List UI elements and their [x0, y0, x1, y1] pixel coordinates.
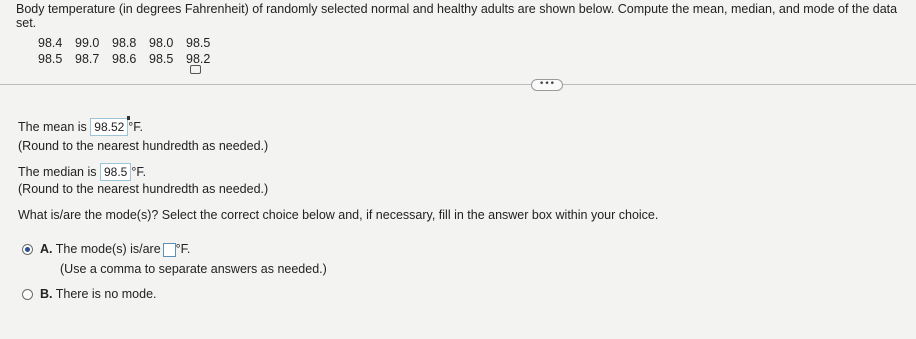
- choice-a-hint: (Use a comma to separate answers as needed.): [60, 262, 327, 276]
- median-label: The median is: [18, 165, 97, 179]
- median-hint: (Round to the nearest hundredth as needed.): [18, 182, 269, 196]
- data-value: 98.8: [112, 36, 137, 50]
- data-table: [38, 36, 236, 75]
- question-text: Body temperature (in degrees Fahrenheit) of randomly selected normal and healthy adults are shown below. Compute the mean, median, and mode of the data set.: [16, 2, 898, 30]
- data-value: 98.0: [149, 36, 174, 50]
- choice-b-radio[interactable]: [22, 289, 33, 300]
- data-value: 98.5: [186, 36, 211, 50]
- median-row: [18, 163, 146, 181]
- data-value: 98.4: [38, 36, 63, 50]
- data-value: 98.2: [186, 52, 211, 66]
- copy-data-icon[interactable]: [190, 65, 201, 74]
- data-value: 98.6: [112, 52, 137, 66]
- median-answer-value: 98.5: [104, 165, 128, 179]
- mean-answer-box[interactable]: [90, 118, 128, 136]
- choice-a-label: The mode(s) is/are: [55, 242, 161, 256]
- choice-a-unit: °F.: [175, 242, 191, 256]
- data-value: 98.7: [75, 52, 100, 66]
- more-button[interactable]: •••: [531, 79, 563, 91]
- mean-unit: °F.: [128, 120, 144, 134]
- divider: [0, 84, 916, 85]
- choice-a-radio[interactable]: [22, 244, 33, 255]
- mode-answer-box[interactable]: [163, 243, 176, 257]
- choice-b-label: There is no mode.: [55, 287, 157, 301]
- choice-a[interactable]: [40, 242, 190, 257]
- data-value: 99.0: [75, 36, 100, 50]
- mean-answer-value: 98.52: [94, 120, 125, 134]
- mean-row: [18, 118, 143, 136]
- cursor-mark: [127, 116, 130, 120]
- choice-b[interactable]: [40, 287, 157, 301]
- mean-label: The mean is: [18, 120, 87, 134]
- mode-question: What is/are the mode(s)? Select the correct choice below and, if necessary, fill in the answer box within your choice.: [18, 208, 659, 222]
- data-value-last: [186, 52, 236, 75]
- median-unit: °F.: [131, 165, 147, 179]
- data-value: 98.5: [38, 52, 63, 66]
- data-value: 98.5: [149, 52, 174, 66]
- choice-a-letter: A.: [40, 242, 53, 256]
- choice-b-letter: B.: [40, 287, 53, 301]
- mean-hint: (Round to the nearest hundredth as needed.): [18, 139, 269, 153]
- median-answer-box[interactable]: [100, 163, 131, 181]
